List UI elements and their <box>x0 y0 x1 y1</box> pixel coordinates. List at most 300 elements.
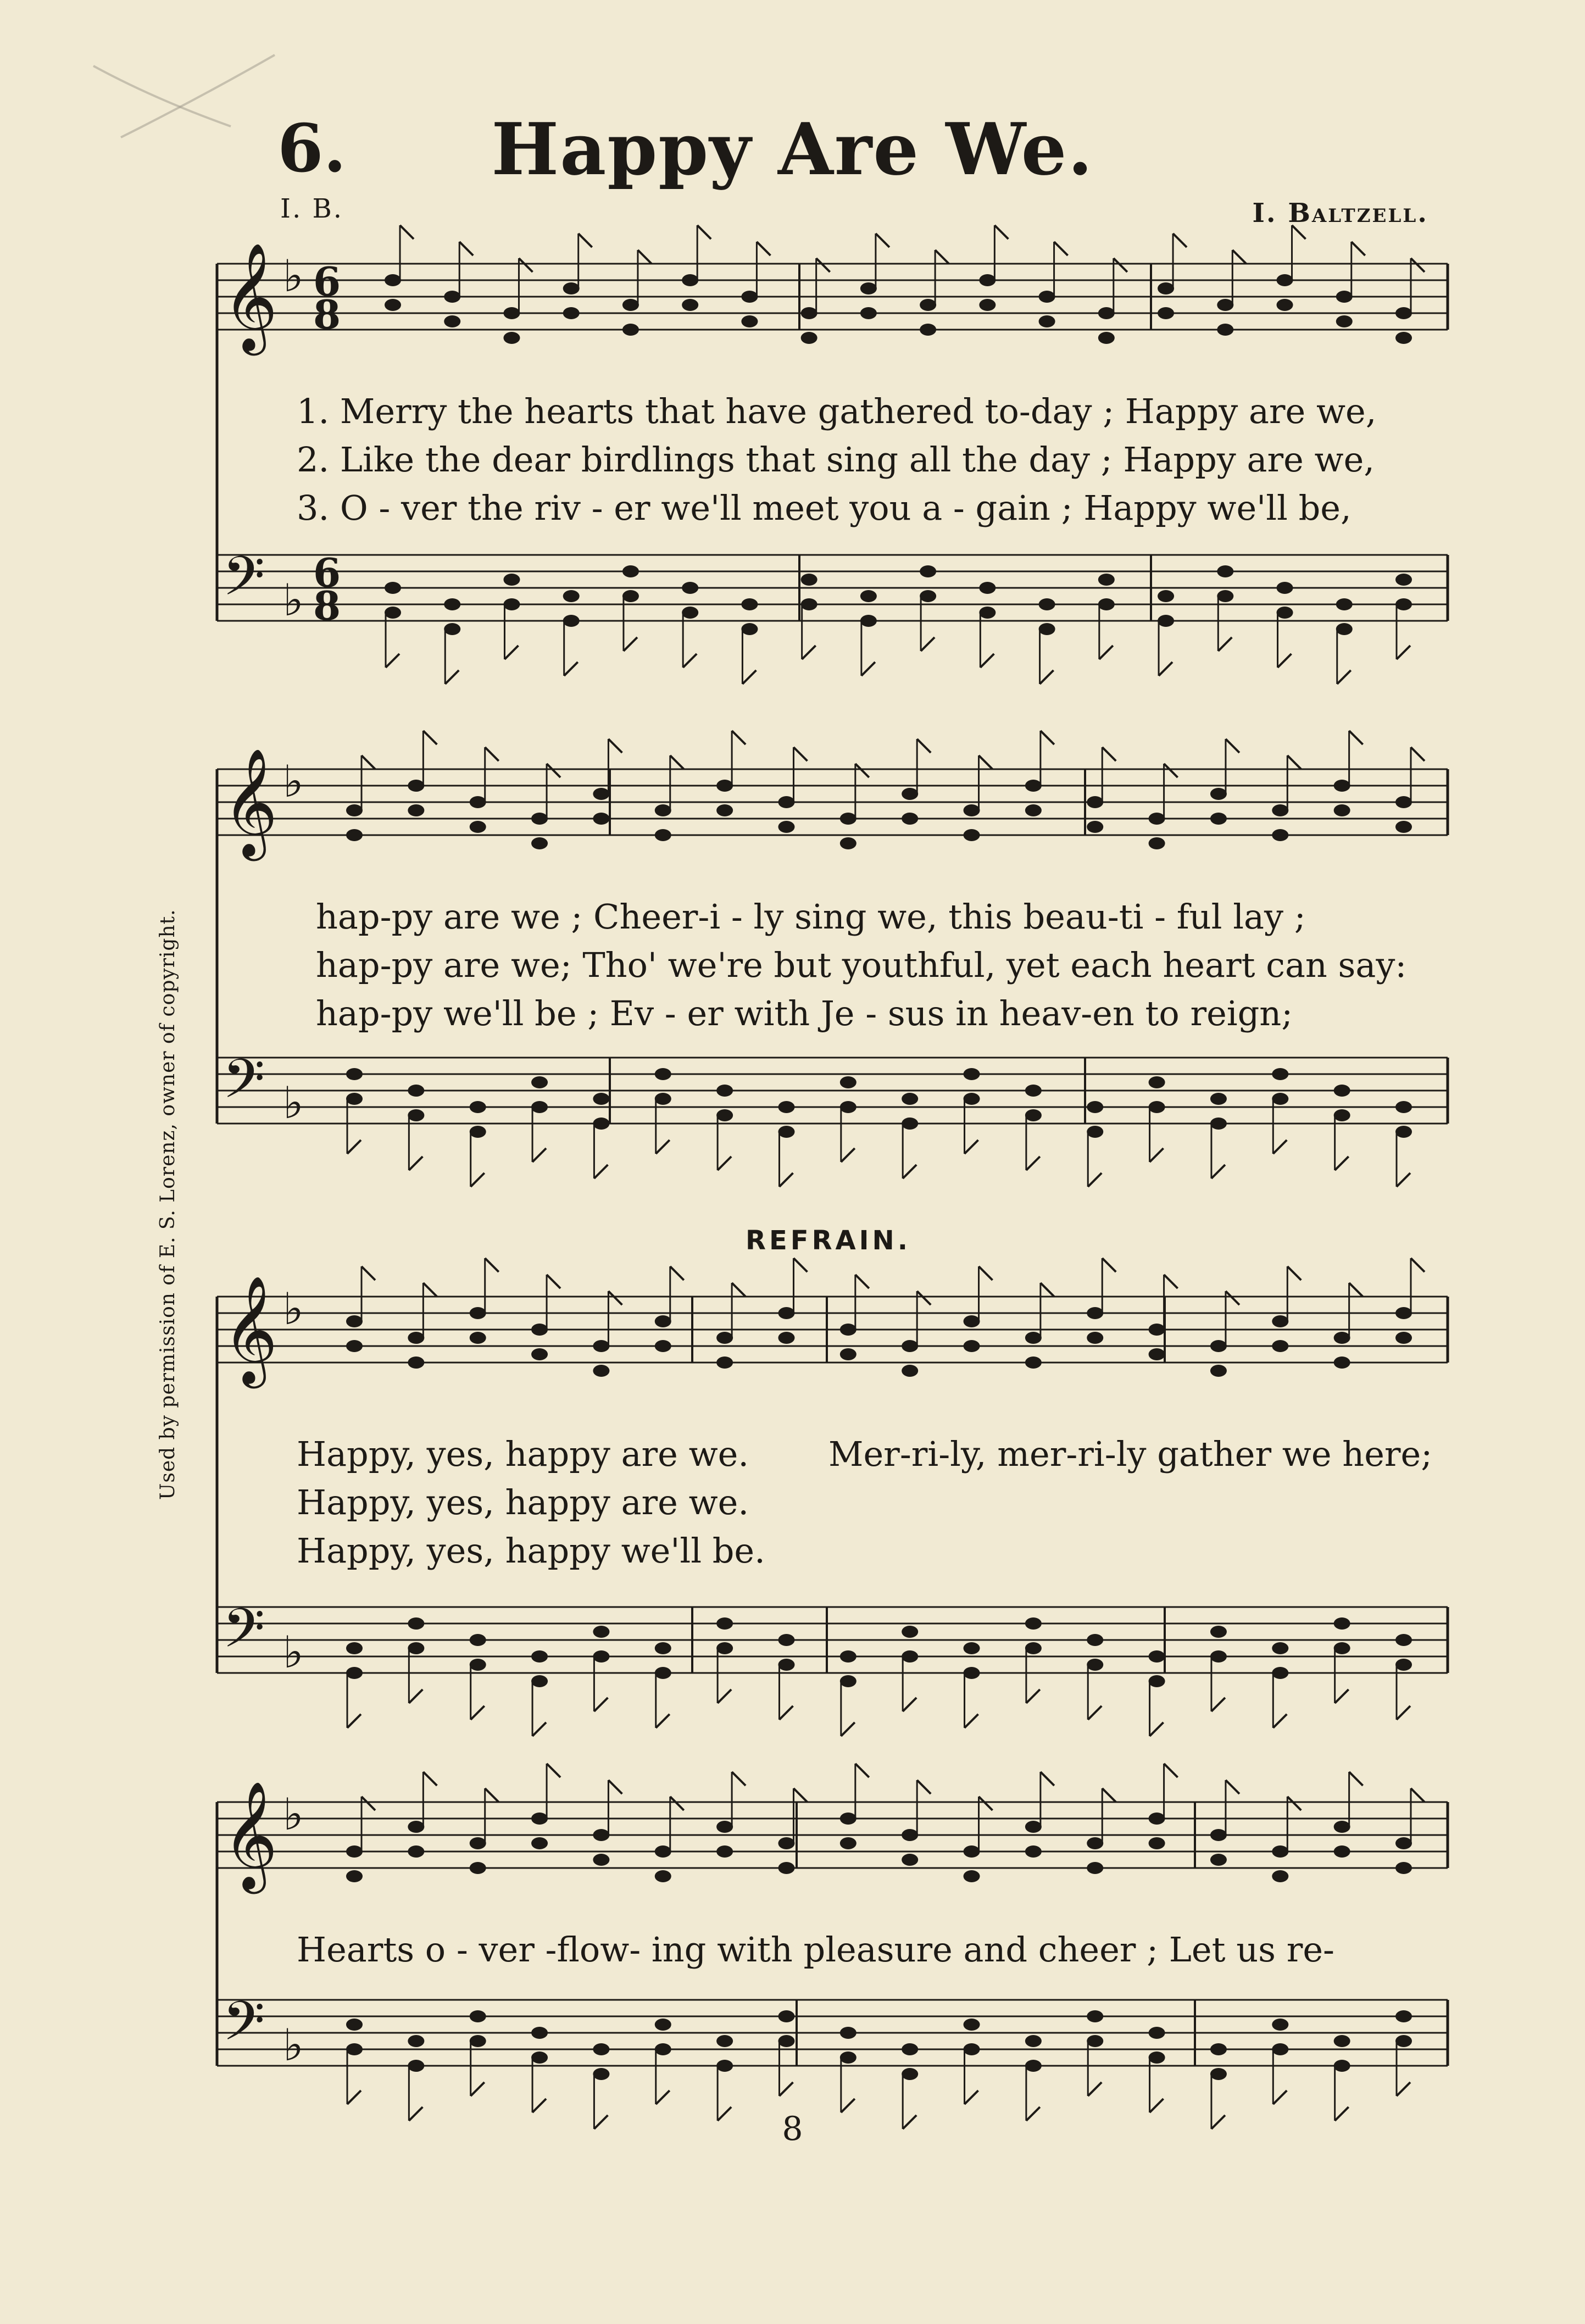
note-head <box>902 2043 918 2055</box>
note-head <box>964 1845 980 1858</box>
note-head <box>622 324 639 336</box>
note-head <box>1395 307 1412 319</box>
note-flag <box>1099 646 1113 659</box>
note-flag <box>594 1698 608 1711</box>
treble-clef-icon: 𝄞 <box>223 1275 278 1384</box>
note-head <box>1158 615 1174 627</box>
note-flag <box>1397 1706 1410 1720</box>
note-flag <box>1211 1698 1225 1711</box>
note-head <box>1272 1340 1288 1352</box>
note-head <box>531 837 548 849</box>
note-flag <box>656 1714 670 1728</box>
note-head <box>682 274 698 286</box>
note-flag <box>1218 637 1232 651</box>
note-head <box>1087 1101 1103 1113</box>
lyric-s4-v1: Hearts o - ver -flow- ing with pleasure and cheer ; Let us re- <box>297 1930 1334 1970</box>
note-head <box>1098 307 1115 319</box>
note-head <box>1217 590 1233 602</box>
note-flag <box>1041 1283 1054 1297</box>
note-head <box>1210 788 1227 800</box>
note-head <box>655 2019 671 2031</box>
note-head <box>964 2043 980 2055</box>
note-flag <box>670 755 684 769</box>
note-head <box>741 598 758 610</box>
note-head <box>1395 1126 1412 1138</box>
note-head <box>1334 1332 1350 1344</box>
note-flag <box>994 225 1008 239</box>
lyric-s1-v2: 2. Like the dear birdlings that sing all the day ; Happy are we, <box>297 440 1375 480</box>
note-head <box>655 1667 671 1679</box>
note-head <box>1210 1829 1227 1841</box>
note-head <box>346 2043 363 2055</box>
note-flag <box>1352 242 1365 255</box>
note-flag <box>802 646 816 659</box>
note-head <box>1210 1626 1227 1638</box>
note-flag <box>732 731 746 744</box>
note-flag <box>965 1714 978 1728</box>
note-flag <box>638 250 652 264</box>
note-head <box>1210 1650 1227 1663</box>
note-head <box>593 1829 609 1841</box>
note-head <box>563 590 580 602</box>
note-flag <box>1397 1173 1410 1187</box>
note-head <box>778 2010 794 2022</box>
note-head <box>1087 1634 1103 1646</box>
note-head <box>1210 2043 1227 2055</box>
note-flag <box>779 1706 793 1720</box>
note-head <box>593 1854 609 1866</box>
note-head <box>470 2010 486 2022</box>
note-head <box>503 332 520 344</box>
note-flag <box>876 233 889 247</box>
note-flag <box>965 1140 978 1154</box>
note-flag <box>1335 1689 1349 1703</box>
note-head <box>346 1667 363 1679</box>
note-head <box>1395 2035 1412 2047</box>
bass-clef-icon: 𝄢 <box>223 1990 265 2066</box>
note-head <box>531 1348 548 1360</box>
note-head <box>1025 1109 1042 1121</box>
note-head <box>979 582 996 594</box>
note-head <box>346 804 363 816</box>
note-flag <box>608 739 622 753</box>
note-head <box>1025 2060 1042 2072</box>
note-head <box>1087 1837 1103 1849</box>
note-head <box>408 1821 424 1833</box>
note-head <box>716 2060 733 2072</box>
note-head <box>1210 2068 1227 2080</box>
note-head <box>470 1862 486 1874</box>
note-head <box>470 1837 486 1849</box>
note-head <box>1039 623 1055 635</box>
lyric-s3-v1: Happy, yes, happy are we. <box>297 1434 749 1474</box>
note-flag <box>1102 747 1116 761</box>
note-head <box>1025 1642 1042 1654</box>
note-head <box>1210 1340 1227 1352</box>
note-head <box>920 299 936 311</box>
note-head <box>778 1862 794 1874</box>
note-flag <box>504 646 518 659</box>
time-signature-bottom: 8 <box>313 291 341 338</box>
note-head <box>902 1650 918 1663</box>
note-head <box>716 1109 733 1121</box>
note-head <box>346 1870 363 1882</box>
note-head <box>964 1667 980 1679</box>
note-head <box>1395 598 1412 610</box>
flat-icon: ♭ <box>283 1077 304 1128</box>
note-head <box>531 1324 548 1336</box>
note-head <box>1217 565 1233 577</box>
note-head <box>1272 1845 1288 1858</box>
note-flag <box>471 1173 485 1187</box>
note-head <box>470 821 486 833</box>
note-head <box>1336 598 1353 610</box>
note-flag <box>1411 1788 1425 1802</box>
note-head <box>346 1093 363 1105</box>
note-flag <box>564 662 578 676</box>
note-flag <box>841 1722 855 1736</box>
note-head <box>470 1126 486 1138</box>
note-head <box>860 590 877 602</box>
note-head <box>1149 1076 1165 1088</box>
note-flag <box>1397 2082 1410 2096</box>
note-head <box>840 1076 857 1088</box>
note-head <box>593 788 609 800</box>
note-head <box>902 1365 918 1377</box>
note-head <box>1087 796 1103 808</box>
note-head <box>1272 1870 1288 1882</box>
note-head <box>1334 780 1350 792</box>
note-head <box>444 291 460 303</box>
note-flag <box>1349 1283 1363 1297</box>
note-flag <box>917 739 931 753</box>
note-head <box>801 332 817 344</box>
note-flag <box>1411 747 1425 761</box>
note-flag <box>979 1797 993 1810</box>
note-head <box>716 1845 733 1858</box>
note-flag <box>400 225 414 239</box>
note-head <box>682 607 698 619</box>
note-head <box>902 1829 918 1841</box>
note-flag <box>980 654 994 668</box>
note-flag <box>793 1258 807 1272</box>
note-flag <box>1026 1689 1040 1703</box>
note-flag <box>423 1772 437 1786</box>
note-head <box>964 1340 980 1352</box>
note-head <box>444 623 460 635</box>
note-flag <box>670 1266 684 1280</box>
note-head <box>622 590 639 602</box>
note-head <box>741 623 758 635</box>
note-flag <box>1337 670 1351 684</box>
note-head <box>840 1101 857 1113</box>
note-head <box>655 1870 671 1882</box>
note-head <box>655 1315 671 1327</box>
note-head <box>346 1845 363 1858</box>
note-head <box>408 1085 424 1097</box>
note-flag <box>779 1173 793 1187</box>
note-head <box>1025 2035 1042 2047</box>
note-head <box>408 2035 424 2047</box>
note-flag <box>718 1689 731 1703</box>
note-flag <box>742 670 756 684</box>
note-flag <box>979 755 993 769</box>
note-head <box>470 1307 486 1319</box>
note-head <box>1149 1675 1165 1687</box>
lyricist-initials: I. B. <box>280 193 344 224</box>
note-head <box>716 1821 733 1833</box>
note-head <box>778 1837 794 1849</box>
note-flag <box>471 2082 485 2096</box>
note-head <box>1395 1862 1412 1874</box>
note-flag <box>547 1764 560 1777</box>
note-head <box>1395 332 1412 344</box>
treble-clef-icon: 𝄞 <box>223 748 278 857</box>
note-flag <box>1273 1140 1287 1154</box>
note-head <box>902 1626 918 1638</box>
note-head <box>801 574 817 586</box>
note-flag <box>1273 1714 1287 1728</box>
note-flag <box>656 2091 670 2104</box>
note-head <box>716 1356 733 1369</box>
copyright-note: Used by permission of E. S. Lorenz, owner of copyright. <box>157 909 179 1500</box>
note-head <box>1334 2035 1350 2047</box>
note-head <box>1039 598 1055 610</box>
note-head <box>979 607 996 619</box>
lyric-s3-v3: Happy, yes, happy we'll be. <box>297 1531 765 1571</box>
note-head <box>1272 2043 1288 2055</box>
note-head <box>964 829 980 841</box>
note-head <box>716 780 733 792</box>
note-head <box>1334 1617 1350 1630</box>
note-flag <box>423 1283 437 1297</box>
note-head <box>1087 2035 1103 2047</box>
note-flag <box>347 2091 361 2104</box>
note-head <box>1395 1332 1412 1344</box>
note-flag <box>1088 1706 1102 1720</box>
note-flag <box>1164 1275 1178 1288</box>
note-head <box>563 282 580 294</box>
note-head <box>1158 282 1174 294</box>
note-head <box>1334 1642 1350 1654</box>
note-flag <box>459 242 473 255</box>
note-flag <box>793 1788 807 1802</box>
note-head <box>1025 1356 1042 1369</box>
note-head <box>964 1315 980 1327</box>
lyric-s1-v3: 3. O - ver the riv - er we'll meet you a - gain ; Happy we'll be, <box>297 488 1352 528</box>
note-flag <box>624 637 637 651</box>
note-flag <box>409 1689 422 1703</box>
note-head <box>964 1093 980 1105</box>
note-flag <box>1041 1772 1054 1786</box>
note-flag <box>547 764 560 777</box>
note-head <box>408 1109 424 1121</box>
treble-clef-icon: 𝄞 <box>223 242 278 351</box>
note-head <box>1334 1821 1350 1833</box>
note-head <box>902 2068 918 2080</box>
note-head <box>385 582 401 594</box>
note-flag <box>1273 2091 1287 2104</box>
note-head <box>1149 2027 1165 2039</box>
note-flag <box>841 1148 855 1162</box>
note-flag <box>1054 242 1068 255</box>
flat-icon: ♭ <box>283 756 304 807</box>
note-flag <box>816 258 830 272</box>
note-head <box>902 1093 918 1105</box>
note-head <box>1087 1307 1103 1319</box>
note-head <box>1395 1101 1412 1113</box>
lyric-s3-refrain: Mer-ri-ly, mer-ri-ly gather we here; <box>828 1434 1433 1474</box>
note-flag <box>1232 250 1246 264</box>
note-head <box>964 1642 980 1654</box>
note-head <box>531 2027 548 2039</box>
note-head <box>1149 1324 1165 1336</box>
note-flag <box>485 747 499 761</box>
note-flag <box>423 731 437 744</box>
note-head <box>1272 1667 1288 1679</box>
note-flag <box>1397 646 1410 659</box>
note-head <box>716 1085 733 1097</box>
note-flag <box>1114 258 1127 272</box>
note-flag <box>1164 1764 1178 1777</box>
note-flag <box>1411 1258 1425 1272</box>
note-head <box>593 2043 609 2055</box>
note-head <box>531 1813 548 1825</box>
note-head <box>503 598 520 610</box>
note-head <box>1336 291 1353 303</box>
note-flag <box>485 1788 499 1802</box>
note-head <box>920 565 936 577</box>
note-head <box>716 1642 733 1654</box>
note-head <box>1272 2019 1288 2031</box>
flat-icon: ♭ <box>283 575 304 626</box>
note-head <box>1039 315 1055 327</box>
note-flag <box>855 1275 869 1288</box>
note-head <box>346 1315 363 1327</box>
bass-clef-icon: 𝄢 <box>223 1597 265 1673</box>
note-flag <box>1150 1148 1164 1162</box>
note-head <box>716 2035 733 2047</box>
note-flag <box>1102 1788 1116 1802</box>
note-flag <box>1041 731 1054 744</box>
note-head <box>593 813 609 825</box>
note-head <box>1272 804 1288 816</box>
note-head <box>563 307 580 319</box>
lyric-s1-v1: 1. Merry the hearts that have gathered to-day ; Happy are we, <box>297 391 1377 431</box>
note-head <box>593 2068 609 2080</box>
note-head <box>860 307 877 319</box>
note-head <box>801 307 817 319</box>
note-flag <box>445 670 459 684</box>
note-flag <box>1088 1173 1102 1187</box>
bass-clef-icon: 𝄢 <box>223 1048 265 1124</box>
note-flag <box>1226 1291 1239 1305</box>
note-head <box>408 780 424 792</box>
note-head <box>964 804 980 816</box>
note-head <box>1149 1813 1165 1825</box>
note-head <box>716 1617 733 1630</box>
note-head <box>778 796 794 808</box>
note-head <box>840 1837 857 1849</box>
note-head <box>1149 837 1165 849</box>
note-flag <box>1226 1780 1239 1794</box>
note-head <box>655 1340 671 1352</box>
note-head <box>470 1634 486 1646</box>
note-head <box>1277 607 1293 619</box>
note-head <box>1272 1315 1288 1327</box>
note-head <box>1395 1837 1412 1849</box>
note-head <box>1395 2010 1412 2022</box>
lyric-s3-v2: Happy, yes, happy are we. <box>297 1482 749 1522</box>
refrain-label: REFRAIN. <box>746 1225 911 1256</box>
note-head <box>682 582 698 594</box>
note-head <box>1277 582 1293 594</box>
note-head <box>1087 1126 1103 1138</box>
note-flag <box>861 662 875 676</box>
note-head <box>503 307 520 319</box>
note-head <box>902 788 918 800</box>
note-head <box>531 2051 548 2064</box>
note-head <box>622 565 639 577</box>
note-flag <box>347 1714 361 1728</box>
note-head <box>655 1093 671 1105</box>
note-head <box>346 1068 363 1080</box>
note-flag <box>579 233 592 247</box>
note-head <box>1277 299 1293 311</box>
note-flag <box>532 1722 546 1736</box>
note-head <box>408 804 424 816</box>
note-head <box>531 813 548 825</box>
note-head <box>346 1642 363 1654</box>
note-head <box>840 813 857 825</box>
note-head <box>470 1659 486 1671</box>
note-head <box>470 1101 486 1113</box>
note-head <box>444 598 460 610</box>
note-head <box>1272 1642 1288 1654</box>
note-head <box>840 837 857 849</box>
note-head <box>1149 1650 1165 1663</box>
note-flag <box>697 225 711 239</box>
note-head <box>531 1837 548 1849</box>
note-head <box>920 590 936 602</box>
note-flag <box>917 1780 931 1794</box>
note-head <box>840 1650 857 1663</box>
note-head <box>840 1813 857 1825</box>
flat-icon: ♭ <box>283 1627 304 1678</box>
note-head <box>1087 821 1103 833</box>
note-flag <box>855 764 869 777</box>
note-head <box>741 291 758 303</box>
note-head <box>979 299 996 311</box>
note-head <box>741 315 758 327</box>
note-head <box>902 1340 918 1352</box>
note-head <box>1210 1854 1227 1866</box>
note-head <box>622 299 639 311</box>
note-flag <box>779 2082 793 2096</box>
note-head <box>408 1356 424 1369</box>
hymn-title: Happy Are We. <box>491 107 1094 191</box>
note-flag <box>608 1780 622 1794</box>
time-signature-bottom: 8 <box>313 582 341 629</box>
note-head <box>840 1348 857 1360</box>
note-flag <box>670 1797 684 1810</box>
note-head <box>778 1634 794 1646</box>
note-head <box>1272 829 1288 841</box>
note-head <box>1395 574 1412 586</box>
hymn-number: 6. <box>277 110 347 187</box>
note-flag <box>1349 731 1363 744</box>
note-head <box>1334 1356 1350 1369</box>
